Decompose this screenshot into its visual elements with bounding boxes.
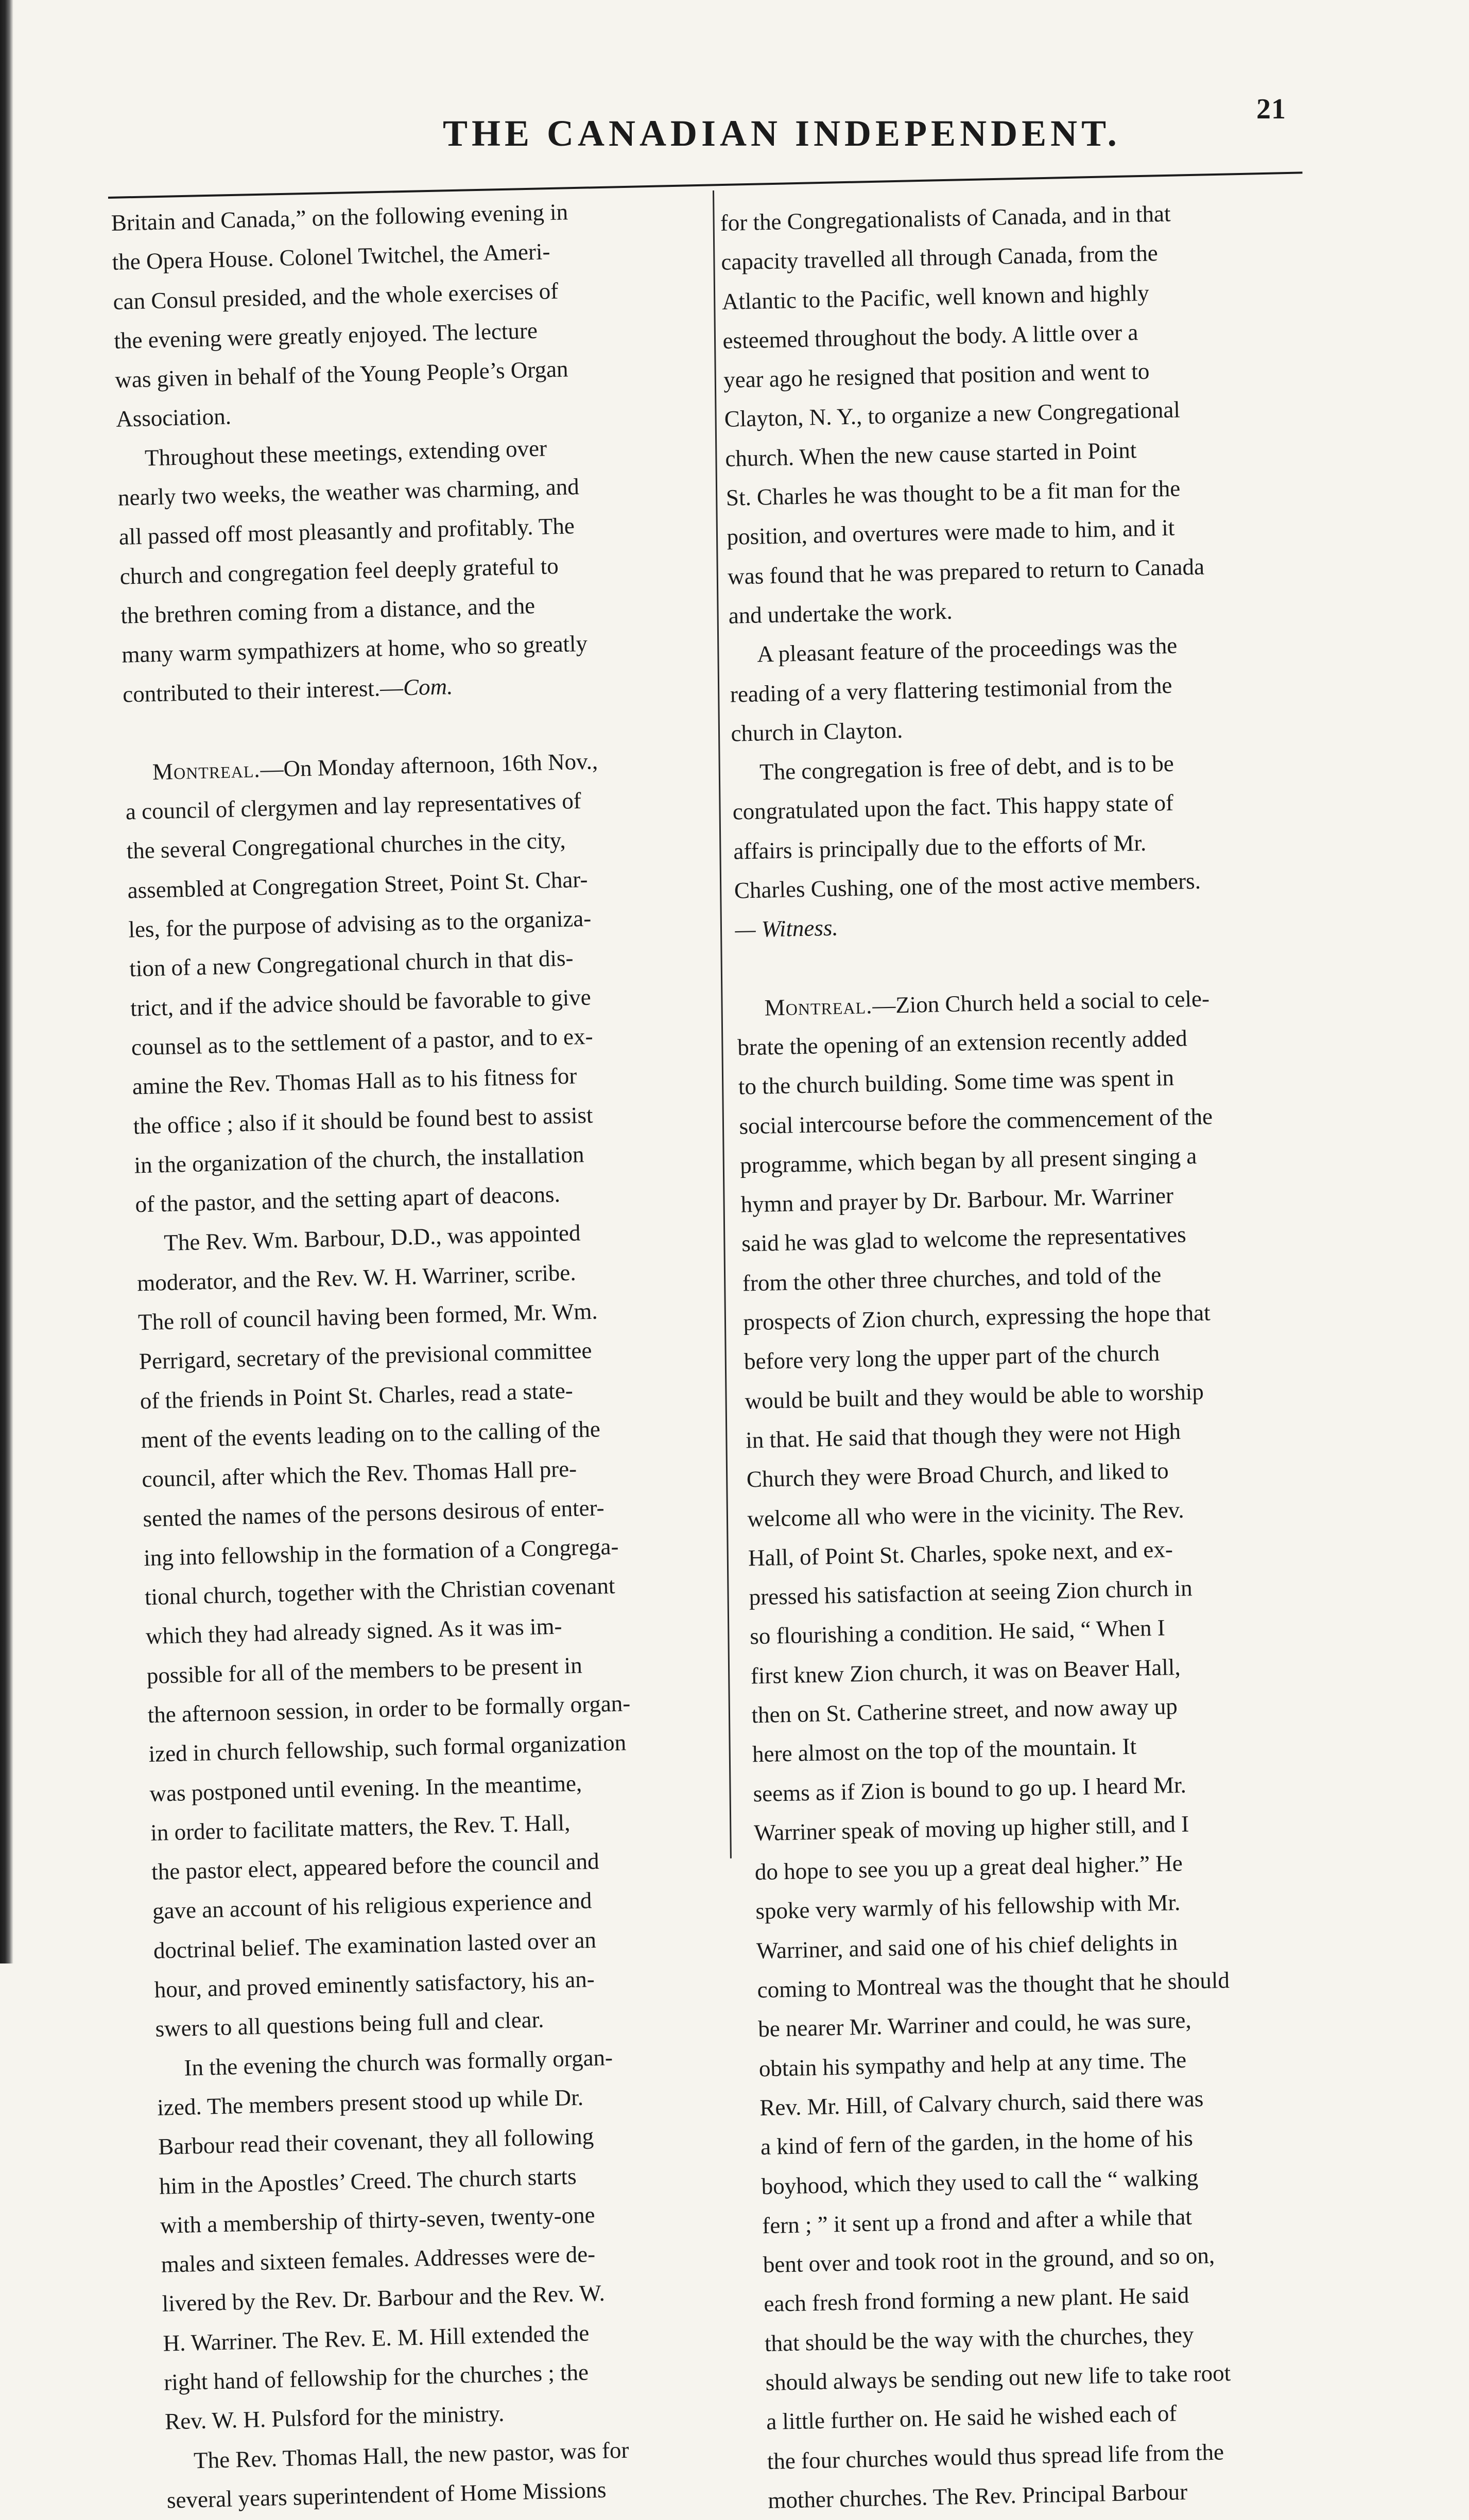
text-line: Warriner, and said one of his chief delights in bbox=[756, 1928, 1178, 1964]
text-line: in that. He said that though they were not High bbox=[745, 1418, 1181, 1453]
text-line: affairs is principally due to the efforts of Mr. bbox=[733, 829, 1147, 864]
text-line: Throughout these meetings, extending over bbox=[144, 435, 547, 471]
text-line: Perrigard, secretary of the previsional committee bbox=[139, 1337, 592, 1375]
dateline-montreal: Montreal. bbox=[152, 756, 261, 785]
text-line: Britain and Canada,” on the following evening in bbox=[111, 199, 568, 236]
text-line: The congregation is free of debt, and is to be bbox=[759, 750, 1174, 785]
text-line: Warriner speak of moving up higher still, and I bbox=[753, 1811, 1189, 1846]
text-line: be nearer Mr. Warriner and could, he was sure, bbox=[757, 2007, 1192, 2042]
text-line: nearly two weeks, the weather was charming, and bbox=[117, 474, 580, 511]
text-line: reading of a very flattering testimonial from the bbox=[730, 672, 1172, 707]
text-line: Barbour read their covenant, they all following bbox=[158, 2123, 594, 2160]
text-line: the several Congregational churches in the city, bbox=[126, 827, 566, 864]
text-line: Rev. Mr. Hill, of Calvary church, said there was bbox=[759, 2085, 1204, 2121]
text-line: The Rev. Wm. Barbour, D.D., was appointed bbox=[163, 1220, 581, 1256]
text-line: brate the opening of an extension recently added bbox=[737, 1025, 1188, 1061]
left-column bbox=[111, 189, 728, 2513]
text-line: that should be the way with the churches, they bbox=[764, 2321, 1194, 2356]
text-line: ized in church fellowship, such formal organization bbox=[148, 1729, 627, 1767]
text-line: which they had already signed. As it was im- bbox=[145, 1613, 562, 1649]
text-line: amine the Rev. Thomas Hall as to his fitness for bbox=[132, 1063, 577, 1100]
text-line: for the Congregationalists of Canada, and in that bbox=[720, 200, 1171, 236]
text-line: in order to facilitate matters, the Rev. T. Hall, bbox=[150, 1810, 571, 1846]
text-line: was found that he was prepared to return to Canada bbox=[727, 553, 1205, 589]
text-line: him in the Apostles’ Creed. The church starts bbox=[159, 2163, 577, 2199]
text-line: sented the names of the persons desirous of enter- bbox=[142, 1494, 605, 1532]
text-line: prospects of Zion church, expressing the hope that bbox=[743, 1299, 1211, 1335]
dateline-montreal: Montreal. bbox=[764, 992, 873, 1021]
text-line: les, for the purpose of advising as to the organiza- bbox=[128, 905, 592, 943]
text-line: livered by the Rev. Dr. Barbour and the Rev. W. bbox=[162, 2280, 606, 2317]
text-line: church and congregation feel deeply grateful to bbox=[119, 552, 559, 589]
text-line: ment of the events leading on to the calling of the bbox=[141, 1416, 601, 1453]
text-line: many warm sympathizers at home, who so greatly bbox=[121, 630, 588, 668]
text-line: Charles Cushing, one of the most active members. bbox=[734, 867, 1201, 903]
text-line: was given in behalf of the Young People’s Organ bbox=[114, 356, 569, 393]
text-line: In the evening the church was formally organ- bbox=[183, 2044, 613, 2081]
text-line: the Opera House. Colonel Twitchel, the Ameri- bbox=[112, 238, 550, 275]
text-line: possible for all of the members to be present in bbox=[146, 1652, 583, 1689]
text-line: was postponed until evening. In the meantime, bbox=[149, 1770, 582, 1806]
text-line: do hope to see you up a great deal higher.” He bbox=[754, 1850, 1183, 1885]
page-number: 21 bbox=[1256, 93, 1286, 125]
text-line: mother churches. The Rev. Principal Barbour bbox=[767, 2478, 1188, 2513]
running-head-title: THE CANADIAN INDEPENDENT. bbox=[443, 113, 1121, 154]
text-line: year ago he resigned that position and went to bbox=[723, 358, 1150, 393]
text-line: The Rev. Thomas Hall, the new pastor, was for bbox=[193, 2437, 630, 2473]
text-line: coming to Montreal was the thought that he should bbox=[757, 1967, 1230, 2003]
text-line: congratulated upon the fact. This happy state of bbox=[732, 790, 1174, 825]
text-line-body: —On Monday afternoon, 16th Nov., bbox=[260, 748, 598, 783]
text-line: can Consul presided, and the whole exercises of bbox=[113, 277, 559, 315]
text-line: Atlantic to the Pacific, well known and highly bbox=[721, 280, 1150, 315]
text-line: the evening were greatly enjoyed. The lecture bbox=[113, 317, 538, 354]
text-line: and undertake the work. bbox=[728, 598, 953, 629]
text-line: several years superintendent of Home Missions bbox=[166, 2476, 607, 2513]
text-line: each fresh frond forming a new plant. He said bbox=[763, 2282, 1189, 2317]
text-line-body: contributed to their interest.— bbox=[122, 674, 404, 707]
text-line: Rev. W. H. Pulsford for the ministry. bbox=[164, 2400, 505, 2435]
text-line: of the friends in Point St. Charles, read a state- bbox=[140, 1377, 574, 1414]
text-line: Association. bbox=[115, 403, 232, 432]
text-line: bent over and took root in the ground, and so on, bbox=[763, 2242, 1215, 2278]
text-line: first knew Zion church, it was on Beaver Hall, bbox=[750, 1654, 1181, 1689]
text-line: Clayton, N. Y., to organize a new Congregational bbox=[724, 396, 1181, 432]
text-line: so flourishing a condition. He said, “ When I bbox=[749, 1614, 1166, 1649]
text-line: a kind of fern of the garden, in the home of his bbox=[760, 2125, 1194, 2160]
text-line: ized. The members present stood up while Dr. bbox=[157, 2084, 584, 2121]
text-line: hymn and prayer by Dr. Barbour. Mr. Warriner bbox=[740, 1183, 1174, 1218]
text-line: welcome all who were in the vicinity. The Rev. bbox=[747, 1497, 1184, 1532]
text-line: H. Warriner. The Rev. E. M. Hill extended the bbox=[162, 2320, 590, 2356]
text-line: social intercourse before the commencement of the bbox=[739, 1103, 1213, 1139]
text-line: would be built and they would be able to worship bbox=[745, 1378, 1204, 1414]
text-line: position, and overtures were made to him, and it bbox=[727, 515, 1175, 550]
text-line: St. Charles he was thought to be a fit man for the bbox=[725, 475, 1181, 511]
text-line: the brethren coming from a distance, and the bbox=[120, 593, 535, 629]
text-line: council, after which the Rev. Thomas Hall pre- bbox=[141, 1455, 577, 1492]
page-binding-edge bbox=[0, 0, 13, 1963]
text-line: trict, and if the advice should be favorable to give bbox=[130, 984, 592, 1021]
text-line: tional church, together with the Christian covenant bbox=[144, 1572, 616, 1610]
text-line: should always be sending out new life to take root bbox=[765, 2360, 1231, 2396]
text-line: fern ; ” it sent up a frond and after a while that bbox=[762, 2203, 1193, 2238]
text-line: doctrinal belief. The examination lasted over an bbox=[153, 1926, 597, 1963]
text-line: right hand of fellowship for the churches ; the bbox=[163, 2359, 589, 2395]
text-line: all passed off most pleasantly and profitably. The bbox=[118, 513, 575, 550]
text-line: here almost on the top of the mountain. It bbox=[752, 1733, 1137, 1767]
text-line: gave an account of his religious experience and bbox=[152, 1887, 592, 1924]
text-line: the office ; also if it should be found best to assist bbox=[133, 1102, 593, 1139]
text-line: to the church building. Some time was spent in bbox=[738, 1065, 1174, 1100]
text-line: A pleasant feature of the proceedings was the bbox=[756, 632, 1178, 667]
text-line-body: —Zion Church held a social to cele- bbox=[872, 985, 1210, 1018]
text-line: counsel as to the settlement of a pastor, and to ex- bbox=[131, 1023, 594, 1061]
text-line: in the organization of the church, the installation bbox=[134, 1141, 584, 1178]
text-line: the pastor elect, appeared before the council and bbox=[151, 1848, 600, 1885]
text-line: church. When the new cause started in Point bbox=[724, 437, 1137, 472]
text-line: boyhood, which they used to call the “ walking bbox=[761, 2164, 1199, 2199]
text-line: swers to all questions being full and clear. bbox=[155, 2006, 544, 2042]
text-line: spoke very warmly of his fellowship with Mr. bbox=[755, 1889, 1181, 1924]
text-line: the afternoon session, in order to be formally organ- bbox=[147, 1690, 631, 1728]
text-line: church in Clayton. bbox=[731, 717, 903, 746]
text-line: before very long the upper part of the church bbox=[744, 1340, 1160, 1375]
text-line: moderator, and the Rev. W. H. Warriner, scribe. bbox=[136, 1259, 577, 1296]
text-line: tion of a new Congregational church in that dis- bbox=[129, 945, 574, 982]
text-line: Church they were Broad Church, and liked to bbox=[746, 1457, 1169, 1492]
text-line: The roll of council having been formed, Mr. Wm. bbox=[137, 1298, 598, 1335]
text-line: males and sixteen females. Addresses were de- bbox=[161, 2241, 596, 2278]
text-line: programme, which began by all present singing a bbox=[739, 1142, 1197, 1178]
text-line: a little further on. He said he wished each of bbox=[766, 2400, 1177, 2435]
signature-com: Com. bbox=[403, 673, 453, 700]
text-line: of the pastor, and the setting apart of deacons. bbox=[134, 1181, 561, 1218]
right-column bbox=[720, 192, 1331, 2513]
text-line: a council of clergymen and lay representatives of bbox=[125, 788, 582, 825]
text-line: from the other three churches, and told of the bbox=[742, 1261, 1162, 1296]
text-line: said he was glad to welcome the representatives bbox=[741, 1221, 1187, 1257]
text-line: capacity travelled all through Canada, from the bbox=[720, 240, 1159, 275]
text-line: pressed his satisfaction at seeing Zion church in bbox=[749, 1575, 1193, 1610]
text-line: then on St. Catherine street, and now away up bbox=[751, 1693, 1178, 1728]
text-line: ing into fellowship in the formation of a Congrega- bbox=[143, 1533, 619, 1571]
text-line: seems as if Zion is bound to go up. I heard Mr. bbox=[753, 1771, 1187, 1806]
text-line: with a membership of thirty-seven, twenty-one bbox=[160, 2202, 596, 2238]
text-line: the four churches would thus spread life from the bbox=[767, 2439, 1224, 2474]
signature-witness: — Witness. bbox=[735, 914, 839, 943]
text-line: obtain his sympathy and help at any time. The bbox=[758, 2046, 1187, 2081]
text-line: Hall, of Point St. Charles, spoke next, and ex- bbox=[748, 1536, 1173, 1571]
text-line: esteemed throughout the body. A little over a bbox=[722, 319, 1138, 354]
text-line: hour, and proved eminently satisfactory, his an- bbox=[154, 1966, 595, 2003]
text-line: assembled at Congregation Street, Point St. Char- bbox=[127, 866, 588, 903]
